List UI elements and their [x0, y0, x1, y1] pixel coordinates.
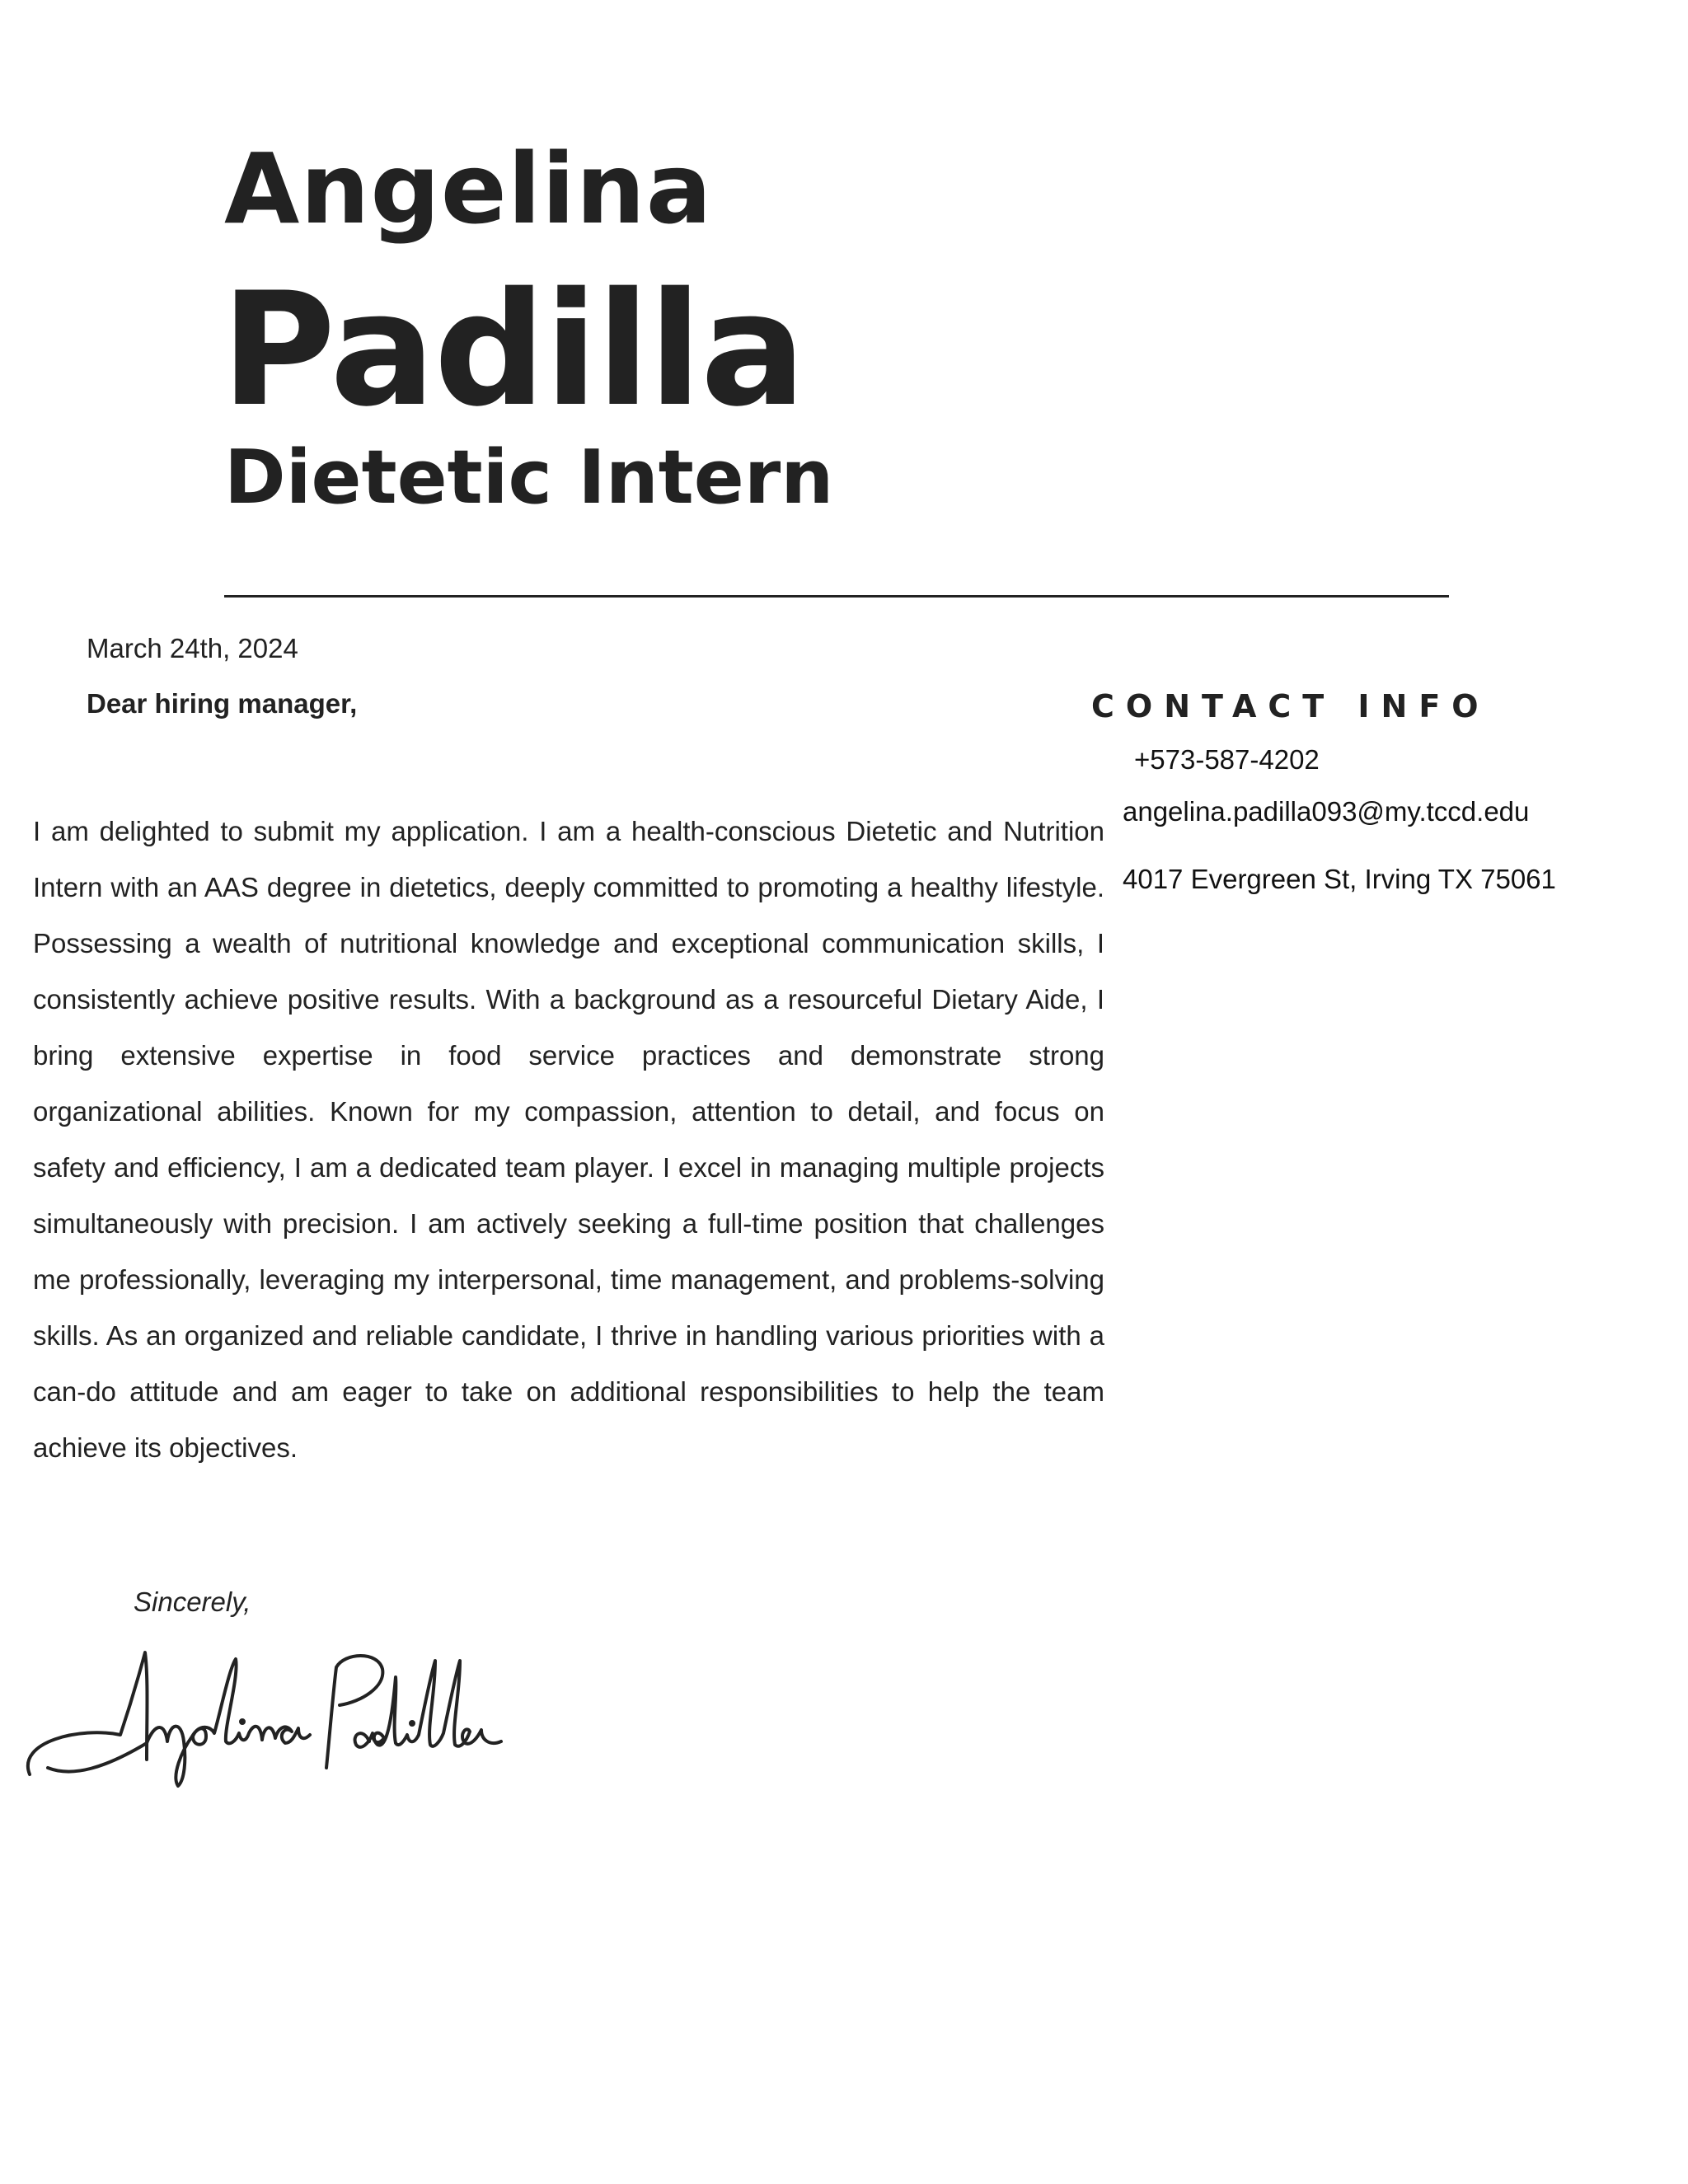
- last-name: Padilla: [221, 259, 804, 441]
- job-title: Dietetic Intern: [224, 434, 834, 521]
- sign-off: Sincerely,: [134, 1586, 251, 1617]
- contact-phone: +573-587-4202: [1134, 744, 1320, 775]
- handwritten-signature: [23, 1644, 518, 1788]
- contact-address: 4017 Evergreen St, Irving TX 75061: [1123, 864, 1556, 894]
- contact-email: angelina.padilla093@my.tccd.edu: [1123, 796, 1530, 827]
- contact-info-heading: CONTACT INFO: [1091, 688, 1490, 724]
- salutation: Dear hiring manager,: [87, 688, 358, 719]
- letter-body: I am delighted to submit my application. I am a health-conscious Dietetic and Nutrition Intern with an AAS degree in dietetics, deeply committed to promoting a healthy lifestyle. Possessing a wealth of nutritional knowledge and exceptional communication skills, I consistently achieve positive results. With a background as a resourceful Dietary Aide, I bring extensive expertise in food service practices and demonstrate strong organizational abilities. Known for my compassion, attention to detail, and focus on safety and efficiency, I am a dedicated team player. I excel in managing multiple projects simultaneously with precision. I am actively seeking a full-time position that challenges me professionally, leveraging my interpersonal, time management, and problems-solving skills. As an organized and reliable candidate, I thrive in handling various priorities with a can-do attitude and am eager to take on additional responsibilities to help the team achieve its objectives.: [33, 816, 1104, 1463]
- letter-date: March 24th, 2024: [87, 633, 298, 663]
- header-divider: [224, 595, 1449, 598]
- first-name: Angelina: [224, 132, 713, 246]
